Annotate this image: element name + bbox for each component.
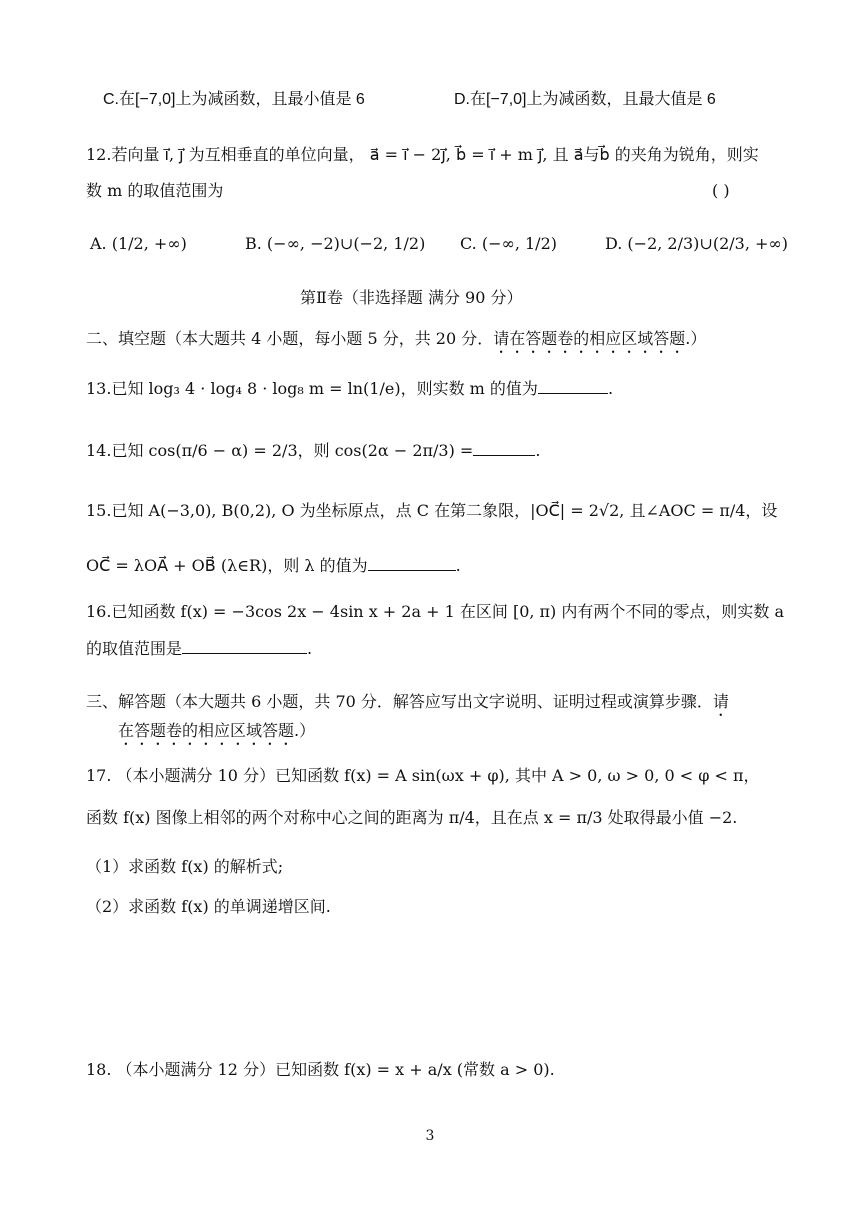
q16-end: .: [307, 639, 313, 658]
q14-answer-blank: [473, 439, 535, 456]
q13-answer-blank: [538, 377, 608, 394]
q17-line2: 函数 f(x) 图像上相邻的两个对称中心之间的距离为 π/4，且在点 x = π/3 处取得最小值 −2.: [86, 808, 738, 827]
section3-heading-line1: [86, 691, 729, 720]
q13: [86, 377, 613, 400]
section3-heading-prefix: 三、解答题（本大题共 6 小题，共 70 分．解答应写出文字说明、证明过程或演算步骤．: [86, 692, 713, 711]
q16-line2: [86, 637, 312, 660]
q17-part2: （2）求函数 f(x) 的单调递增区间.: [86, 897, 331, 916]
section2-heading-suffix: .）: [685, 329, 707, 348]
q17-line1: 17. （本小题满分 10 分）已知函数 f(x) = A sin(ωx + φ), 其中 A > 0, ω > 0, 0 < φ < π，: [86, 766, 760, 785]
q18-line1: 18. （本小题满分 12 分）已知函数 f(x) = x + a/x (常数 a > 0).: [86, 1060, 555, 1079]
q12-stem-line1: 12.若向量 i⃗, j⃗ 为互相垂直的单位向量， a⃗ = i⃗ − 2j⃗, b⃗ = i⃗ + m j⃗, 且 a⃗与b⃗ 的夹角为锐角，则实: [86, 145, 759, 164]
q12-option-b: B. (−∞, −2)∪(−2, 1/2): [245, 234, 426, 253]
q11-option-d: D.在[−7,0]上为减函数，且最大值是 6: [454, 91, 716, 108]
q16-answer-blank: [182, 637, 307, 654]
q14-end: .: [535, 441, 541, 460]
q13-end: .: [607, 379, 614, 398]
section3-heading-emphasis-b: 在答题卷的相应区域答题: [118, 721, 295, 740]
q16-line1: 16.已知函数 f(x) = −3cos 2x − 4sin x + 2a + 1 在区间 [0, π) 内有两个不同的零点，则实数 a: [86, 602, 785, 621]
q13-text: 13.已知 log₃ 4 · log₄ 8 · log₈ m = ln(1/e)，则实数 m 的值为: [86, 379, 538, 398]
q12-option-a: A. (1/2, +∞): [90, 234, 187, 253]
section2-heading-emphasis: 请在答题卷的相应区域答题: [493, 329, 686, 348]
q11-option-c: C.在[−7,0]上为减函数，且最小值是 6: [103, 91, 365, 108]
q12-stem-line2: 数 m 的取值范围为: [86, 181, 224, 200]
section3-heading-emphasis-a: 请: [712, 692, 729, 711]
q14-text: 14.已知 cos(π/6 − α) = 2/3，则 cos(2α − 2π/3) =: [86, 441, 474, 460]
section2-heading: [86, 328, 706, 357]
page-number: 3: [425, 1128, 435, 1144]
q12-option-d: D. (−2, 2/3)∪(2/3, +∞): [605, 234, 788, 253]
q15-text: OC⃗ = λOA⃗ + OB⃗ (λ∈R)，则 λ 的值为: [86, 556, 368, 575]
section2-heading-prefix: 二、填空题（本大题共 4 小题，每小题 5 分，共 20 分．: [86, 329, 494, 348]
q17-part1: （1）求函数 f(x) 的解析式;: [86, 857, 284, 876]
part2-title: 第Ⅱ卷（非选择题 满分 90 分）: [300, 288, 523, 307]
section3-heading-suffix: .）: [294, 721, 316, 740]
q15-answer-blank: [368, 554, 456, 571]
q12-option-c: C. (−∞, 1/2): [460, 234, 557, 253]
section3-heading-line2: [118, 720, 315, 749]
q15-line1: 15.已知 A(−3,0), B(0,2), O 为坐标原点，点 C 在第二象限，|OC⃗| = 2√2, 且∠AOC = π/4，设: [86, 501, 778, 520]
q12-answer-paren: ( ): [712, 181, 730, 200]
q15-end: .: [455, 556, 461, 575]
q14: [86, 439, 540, 462]
q16-text: 的取值范围是: [86, 639, 183, 658]
q15-line2: [86, 554, 461, 577]
